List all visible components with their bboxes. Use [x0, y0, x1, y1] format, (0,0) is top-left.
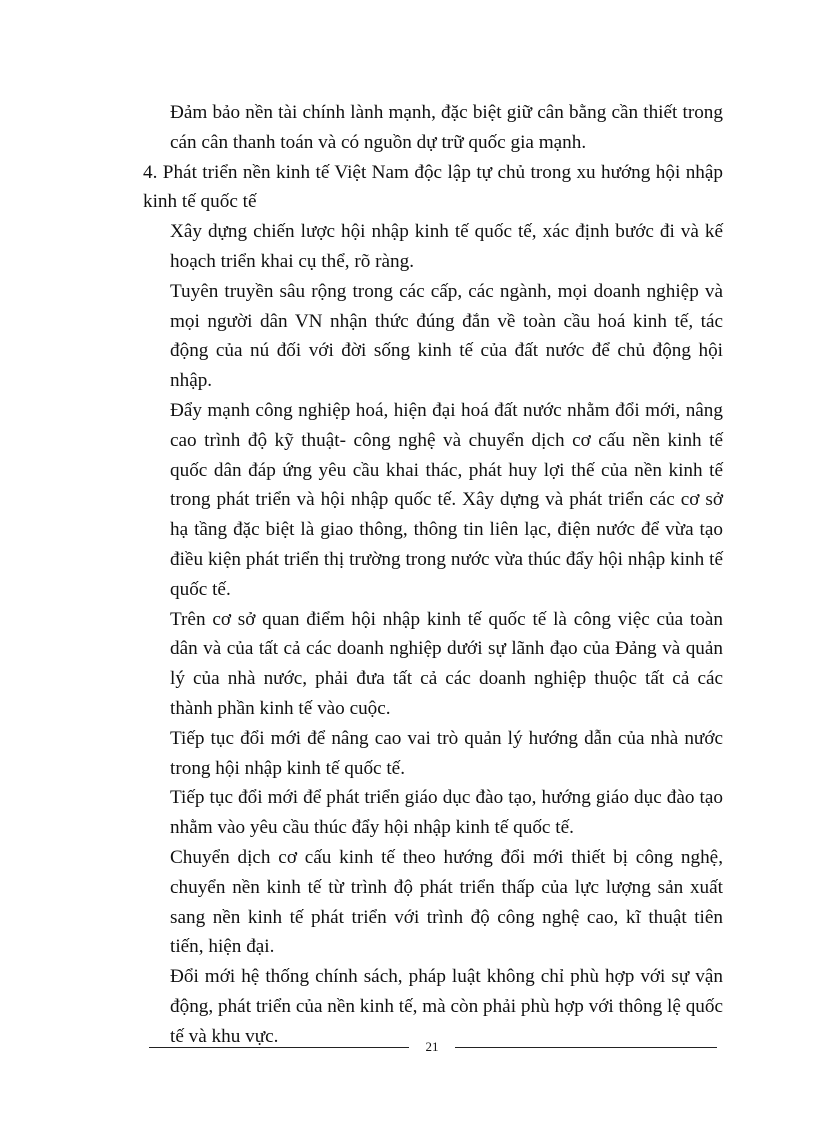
paragraph-propaganda: Tuyên truyền sâu rộng trong các cấp, các ngành, mọi doanh nghiệp và mọi người dân VN nhận thức đúng đắn về toàn cầu hoá kinh tế, tác động của nú đối với đời sống kinh tế của đất nước để chủ động hội nhập. [170, 280, 723, 392]
paragraph-finance: Đảm bảo nền tài chính lành mạnh, đặc biệt giữ cân bằng cần thiết trong cán cân thanh toán và có nguồn dự trữ quốc gia mạnh. [170, 102, 723, 153]
footer-rule-right [455, 1047, 717, 1048]
page-footer [143, 1039, 723, 1059]
paragraph-strategy: Xây dựng chiến lược hội nhập kinh tế quốc tế, xác định bước đi và kế hoạch triển khai cụ thể, rõ ràng. [170, 221, 723, 272]
paragraph-state-role: Tiếp tục đổi mới để nâng cao vai trò quản lý hướng dẫn của nhà nước trong hội nhập kinh tế quốc tế. [170, 727, 723, 779]
section-heading-4: 4. Phát triển nền kinh tế Việt Nam độc lập tự chủ trong xu hướng hội nhập kinh tế quốc tế [143, 161, 723, 213]
footer-rule-left [149, 1047, 409, 1048]
paragraph-policy: Đổi mới hệ thống chính sách, pháp luật không chỉ phù hợp với sự vận động, phát triển của nền kinh tế, mà còn phải phù hợp với thông lệ quốc tế và khu vực. [170, 966, 723, 1047]
page-number: 21 [425, 1039, 439, 1054]
page-body [143, 98, 723, 1052]
paragraph-restructuring: Chuyển dịch cơ cấu kinh tế theo hướng đổi mới thiết bị công nghệ, chuyển nền kinh tế từ trình độ phát triển thấp của lực lượng sản xuất sang nền kinh tế phát triển với trình độ công nghệ cao, kĩ thuật tiên tiến, hiện đại. [170, 846, 723, 958]
paragraph-enterprises: Trên cơ sở quan điểm hội nhập kinh tế quốc tế là công việc của toàn dân và của tất cả các doanh nghiệp dưới sự lãnh đạo của Đảng và quản lý của nhà nước, phải đưa tất cả các doanh nghiệp thuộc tất cả các thành phần kinh tế vào cuộc. [170, 608, 723, 719]
paragraph-industrialization: Đẩy mạnh công nghiệp hoá, hiện đại hoá đất nước nhằm đổi mới, nâng cao trình độ kỹ thuật- công nghệ và chuyển dịch cơ cấu nền kinh tế quốc dân đáp ứng yêu cầu khai thác, phát huy lợi thế của nền kinh tế trong phát triển và hội nhập quốc tế. Xây dựng và phát triển các cơ sở hạ tầng đặc biệt là giao thông, thông tin liên lạc, điện nước để vừa tạo điều kiện phát triển thị trường trong nước vừa thúc đẩy hội nhập kinh tế quốc tế. [170, 399, 723, 600]
paragraph-education: Tiếp tục đổi mới để phát triển giáo dục đào tạo, hướng giáo dục đào tạo nhằm vào yêu cầu thúc đẩy hội nhập kinh tế quốc tế. [170, 787, 723, 839]
